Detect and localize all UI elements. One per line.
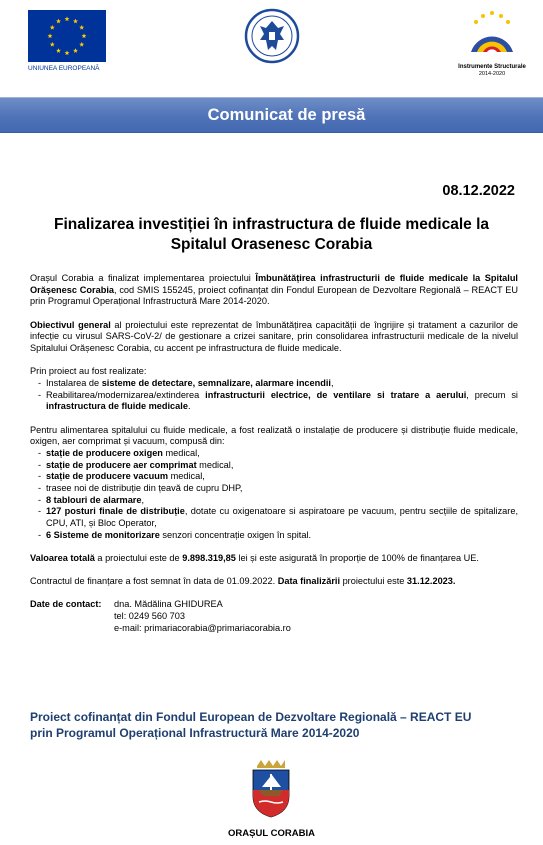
is-caption: Instrumente Structurale <box>458 64 526 70</box>
eu-star-icon <box>50 42 55 47</box>
contact-phone: tel: 0249 560 703 <box>114 611 186 622</box>
paragraph-value: Valoarea totală a proiectului este de 9.898.319,85 lei și este asigurată în proporție de 100% de finanțarea UE. <box>30 553 479 564</box>
title-line-1: Finalizarea investiției în infrastructura de fluide medicale la <box>54 216 489 233</box>
eu-star-icon <box>79 42 84 47</box>
contact-label: Date de contact: <box>30 599 102 610</box>
contact-block <box>30 599 518 634</box>
paragraph-contract: Contractul de finanțare a fost semnat în data de 01.09.2022. Data finalizării proiectului este 31.12.2023. <box>30 576 456 587</box>
eu-star-icon <box>48 33 53 38</box>
contact-email[interactable]: e-mail: primariacorabia@primariacorabia.ro <box>114 622 291 633</box>
corabia-crest-icon <box>249 760 293 818</box>
body-content <box>30 273 518 635</box>
list-item: - 127 posturi finale de distribuție, dotate cu oxigenatoare si aspiratoare pe vacuum, pentru secțiile de spitalizare, CPU, ATI, și Bloc Operator, <box>38 506 518 529</box>
eu-star-icon <box>56 19 61 24</box>
guvernul-romaniei-icon <box>244 8 300 64</box>
paragraph-realizations: Prin proiect au fost realizate: - Instalarea de sisteme de detectare, semnalizare, alarmare incendii, - Reabilitarea/modernizarea/extinderea infrastructurii electrice, de ventilare si tratare a aerului, precum si infrastructura de fluide medicale. <box>30 366 518 413</box>
installation-list <box>38 448 518 542</box>
release-date: 08.12.2022 <box>442 183 515 199</box>
list-item: - stație de producere vacuum medical, <box>38 471 518 483</box>
list-item: - Reabilitarea/modernizarea/extinderea infrastructurii electrice, de ventilare si tratare a aerului, precum si infrastructura de fluide medicale. <box>38 390 518 413</box>
title-line-2: Spitalul Orasenesc Corabia <box>170 236 373 253</box>
eu-star-icon <box>73 48 78 53</box>
paragraph-intro: Orașul Corabia a finalizat implementarea proiectului Îmbunătățirea infrastructurii de fluide medicale la Spitalul Orășenesc Corabia, cod SMIS 155245, proiect cofinanțat din Fondul European de Dezvoltare Regională – REACT EU prin Programul Operațional Infrastructură Mare 2014-2020. <box>30 273 518 307</box>
paragraph-installation: Pentru alimentarea spitalului cu fluide medicale, a fost realizată o instalație de producere și distribuție fluide medicale, oxigen, aer comprimat și vacuum, compusă din: - stație de producere oxigen medical, - stație de producere aer comprimat medical, - stație de producere vacuum medical, - trasee noi de distribuție din țeavă de cupru DHP, - 8 tablouri de alarmare, - 127 posturi finale de distribuție, dotate cu oxigenatoare si aspiratoare pe vacuum, pentru secțiile de spitalizare, CPU, ATI, și Bloc Operator, - 6 Sisteme de monitorizare senzori concentrație oxigen în spital. <box>30 425 518 542</box>
eu-logo <box>28 10 108 72</box>
cofinancing-statement: Proiect cofinanțat din Fondul European de Dezvoltare Regională – REACT EU prin Programul Operațional Infrastructură Mare 2014-2020 <box>30 710 472 740</box>
list-item: - trasee noi de distribuție din țeavă de cupru DHP, <box>38 483 518 495</box>
press-release-banner <box>0 97 543 133</box>
instrumente-structurale-logo <box>452 8 532 78</box>
instrumente-structurale-icon <box>461 8 523 60</box>
paragraph-objective: Obiectivul general al proiectului este reprezentat de îmbunătățirea capacității de îngrijire și tratament a cazurilor de infecție cu virusul SARS-CoV-2/ de gestionare a crizei sanitare, prin consolidarea infrastructurii medicale de la nivelul Spitalului Orășenesc Corabia, cu accent pe infrastructura de fluide medicale. <box>30 319 518 354</box>
list-item: - Instalarea de sisteme de detectare, semnalizare, alarmare incendii, <box>38 378 518 390</box>
crest-caption: ORAȘUL CORABIA <box>228 828 315 839</box>
list-item: - stație de producere aer comprimat medical, <box>38 460 518 472</box>
realizations-list <box>38 378 518 413</box>
eu-star-icon <box>56 48 61 53</box>
eu-star-icon <box>65 16 70 21</box>
header-logos <box>0 0 543 86</box>
eu-caption: UNIUNEA EUROPEANĂ <box>28 65 100 72</box>
eu-flag-icon <box>28 10 106 62</box>
page-title <box>20 215 523 255</box>
list-item: - 8 tablouri de alarmare, <box>38 495 518 507</box>
eu-star-icon <box>82 33 87 38</box>
banner-title: Comunicat de presă <box>207 106 366 124</box>
is-years: 2014-2020 <box>478 71 506 77</box>
contact-name: dna. Mădălina GHIDUREA <box>114 599 223 610</box>
eu-star-icon <box>79 25 84 30</box>
eu-star-icon <box>65 50 70 55</box>
list-item: - stație de producere oxigen medical, <box>38 448 518 460</box>
eu-star-icon <box>73 19 78 24</box>
eu-star-icon <box>50 25 55 30</box>
list-item: - 6 Sisteme de monitorizare senzori concentrație oxigen în spital. <box>38 530 518 542</box>
